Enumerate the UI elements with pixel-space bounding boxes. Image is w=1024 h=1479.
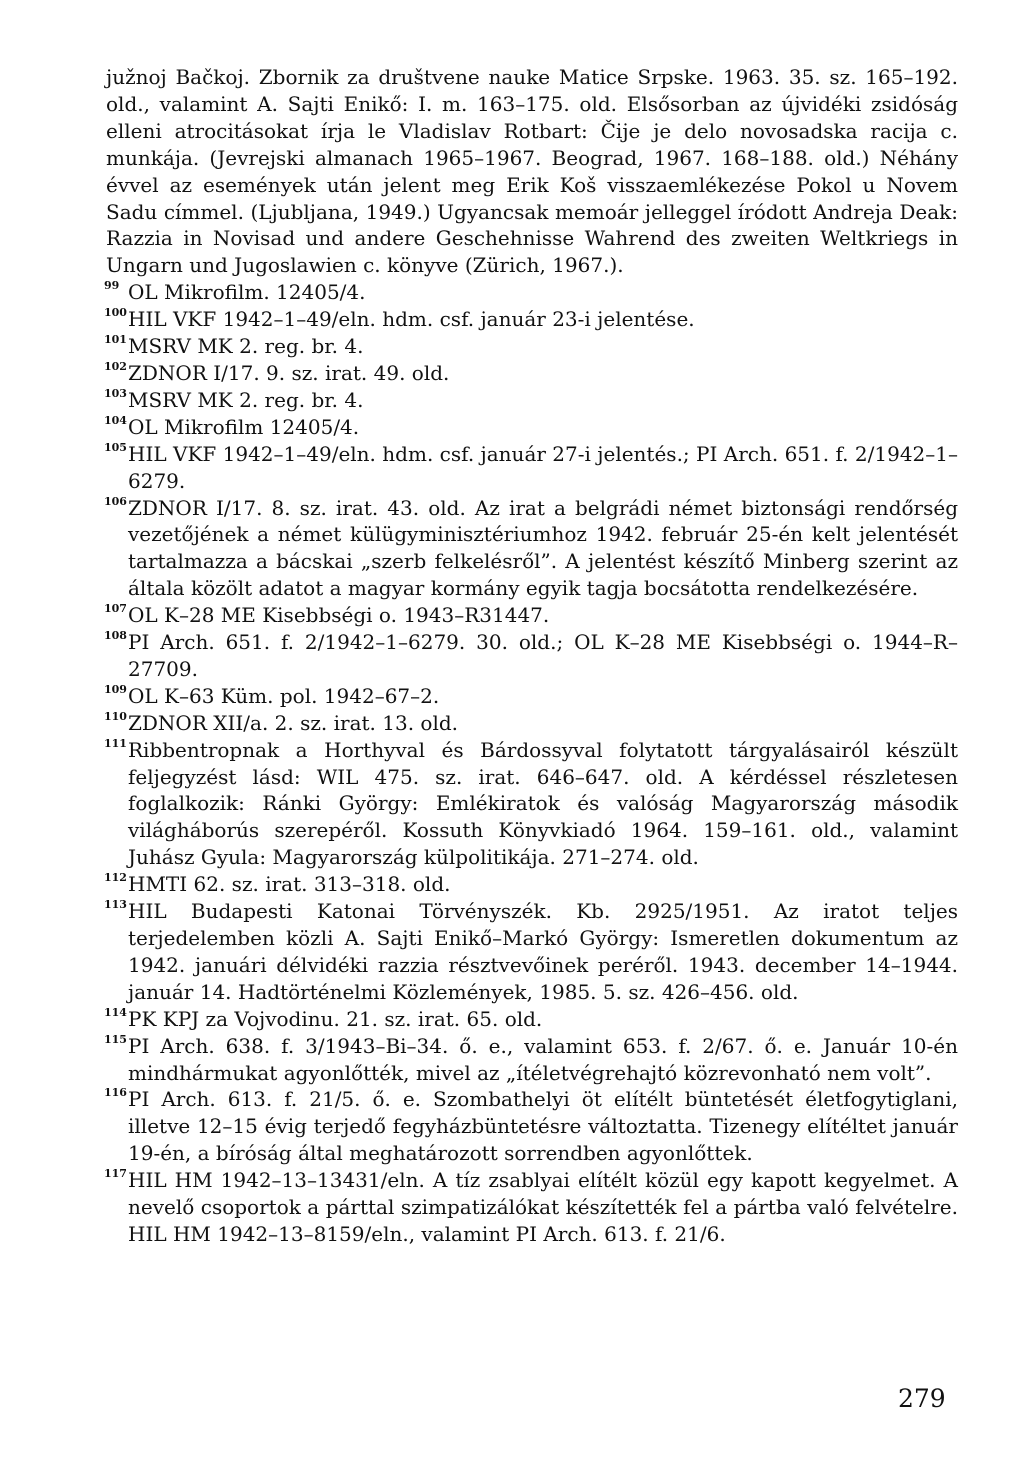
footnote-number: 115 — [104, 1032, 127, 1046]
footnote-112 — [106, 871, 958, 898]
footnote-text: OL Mikrofilm. 12405/4. — [128, 280, 366, 305]
footnote-111 — [106, 737, 958, 872]
footnote-number: 111 — [104, 736, 127, 750]
footnote-101 — [106, 333, 958, 360]
footnote-105 — [106, 441, 958, 495]
footnote-text: PI Arch. 651. f. 2/1942–1–6279. 30. old.; OL K–28 ME Kisebbségi o. 1944–R–27709. — [128, 630, 958, 681]
footnote-text: ZDNOR I/17. 8. sz. irat. 43. old. Az irat a belgrádi német biztonsági rendőrség vezetőjének a német külügyminisztériumhoz 1942. február 25-én kelt jelentését tartalmazza a bácskai „szerb felkelésről”. A jelentést készítő Minberg szerint az általa közölt adatot a magyar kormány egyik tagja bocsátotta rendelkezésére. — [128, 495, 958, 601]
footnote-108 — [106, 629, 958, 683]
footnote-text: HMTI 62. sz. irat. 313–318. old. — [128, 872, 451, 897]
footnote-text: PK KPJ za Vojvodinu. 21. sz. irat. 65. old. — [128, 1006, 543, 1031]
footnote-number: 114 — [104, 1005, 127, 1019]
footnote-text: ZDNOR I/17. 9. sz. irat. 49. old. — [128, 360, 450, 385]
footnote-102 — [106, 360, 958, 387]
footnote-103 — [106, 387, 958, 414]
footnote-number: 107 — [104, 602, 127, 616]
footnote-number: 108 — [104, 629, 127, 643]
footnote-99 — [106, 279, 958, 306]
footnote-number: 117 — [104, 1167, 127, 1181]
footnote-100 — [106, 306, 958, 333]
footnote-text: MSRV MK 2. reg. br. 4. — [128, 387, 364, 412]
footnote-text: PI Arch. 613. f. 21/5. ő. e. Szombathelyi öt elítélt büntetését életfogytiglani, illetve 12–15 évig terjedő fegyházbüntetésre változtatta. Tizenegy elítéltet január 19-én, a bíróság által meghatározott sorrendben agyonlőttek. — [128, 1087, 958, 1166]
footnote-number: 99 — [104, 279, 120, 293]
footnote-109 — [106, 683, 958, 710]
footnotes-block — [106, 64, 958, 1248]
footnote-110 — [106, 710, 958, 737]
footnote-text: MSRV MK 2. reg. br. 4. — [128, 334, 364, 359]
footnote-113 — [106, 898, 958, 1006]
footnote-text: ZDNOR XII/a. 2. sz. irat. 13. old. — [128, 710, 459, 735]
footnote-text: HIL VKF 1942–1–49/eln. hdm. csf. január 27-i jelentés.; PI Arch. 651. f. 2/1942–1–6279. — [128, 441, 958, 493]
footnote-text: PI Arch. 638. f. 3/1943–Bi–34. ő. e., valamint 653. f. 2/67. ő. e. Január 10-én mindhármukat agyonlőtték, mivel az „ítéletvégrehajtó közrevonható nem volt”. — [128, 1033, 958, 1085]
footnote-115 — [106, 1033, 958, 1087]
footnote-number: 103 — [104, 386, 127, 400]
footnote-number: 105 — [104, 440, 127, 454]
footnote-text: južnoj Bačkoj. Zbornik za društvene nauke Matice Srpske. 1963. 35. sz. 165–192. old., valamint A. Sajti Enikő: I. m. 163–175. old. Elsősorban az újvidéki zsidóság elleni atrocitásokat írja le Vladislav Rotbart: Čije je delo novosadska racija c. munkája. (Jevrejski almanach 1965–1967. Beograd, 1967. 168–188. old.) Néhány évvel az események után jelent meg Erik Koš visszaemlékezése Pokol u Novem Sadu címmel. (Ljubljana, 1949.) Ugyancsak memoár jelleggel íródott Andreja Deak: Razzia in Novisad und andere Geschehnisse Wahrend des zweiten Weltkriegs in Ungarn und Jugoslawien c. könyve (Zürich, 1967.). — [106, 65, 958, 278]
footnote-number: 101 — [104, 333, 127, 347]
footnote-number: 102 — [104, 359, 127, 373]
footnote-116 — [106, 1086, 958, 1167]
footnote-number: 100 — [104, 306, 127, 320]
footnote-text: OL K–28 ME Kisebbségi o. 1943–R31447. — [128, 603, 550, 628]
footnote-number: 106 — [104, 494, 127, 508]
footnote-text: OL Mikrofilm 12405/4. — [128, 414, 360, 439]
footnote-continuation — [106, 64, 958, 279]
footnote-number: 109 — [104, 682, 127, 696]
footnote-text: HIL Budapesti Katonai Törvényszék. Kb. 2925/1951. Az iratot teljes terjedelemben közli A. Sajti Enikő–Markó György: Ismeretlen dokumentum az 1942. januári délvidéki razzia résztvevőinek peréről. 1943. december 14–1944. január 14. Hadtörténelmi Közlemények, 1985. 5. sz. 426–456. old. — [128, 899, 958, 1004]
footnote-106 — [106, 495, 958, 603]
page-number: 279 — [898, 1384, 946, 1413]
footnote-number: 104 — [104, 413, 127, 427]
footnote-text: OL K–63 Küm. pol. 1942–67–2. — [128, 683, 440, 708]
footnote-number: 112 — [104, 871, 127, 885]
footnote-114 — [106, 1006, 958, 1033]
footnote-text: HIL VKF 1942–1–49/eln. hdm. csf. január 23-i jelentése. — [128, 307, 695, 332]
footnote-number: 113 — [104, 898, 127, 912]
footnote-number: 110 — [104, 709, 127, 723]
footnote-104 — [106, 414, 958, 441]
footnote-text: HIL HM 1942–13–13431/eln. A tíz zsablyai elítélt közül egy kapott kegyelmet. A nevelő csoportok a párttal szimpatizálókat készítették fel a pártba való felvételre. HIL HM 1942–13–8159/eln., valamint PI Arch. 613. f. 21/6. — [128, 1168, 958, 1246]
footnote-number: 116 — [104, 1086, 127, 1100]
footnote-117 — [106, 1167, 958, 1248]
footnote-text: Ribbentropnak a Horthyval és Bárdossyval folytatott tárgyalásairól készült feljegyzést lásd: WIL 475. sz. irat. 646–647. old. A kérdéssel részletesen foglalkozik: Ránki György: Emlékiratok és valóság Magyarország második világháborús szerepéről. Kossuth Könyvkiadó 1964. 159–161. old., valamint Juhász Gyula: Magyarország külpolitikája. 271–274. old. — [128, 737, 958, 870]
footnote-107 — [106, 602, 958, 629]
